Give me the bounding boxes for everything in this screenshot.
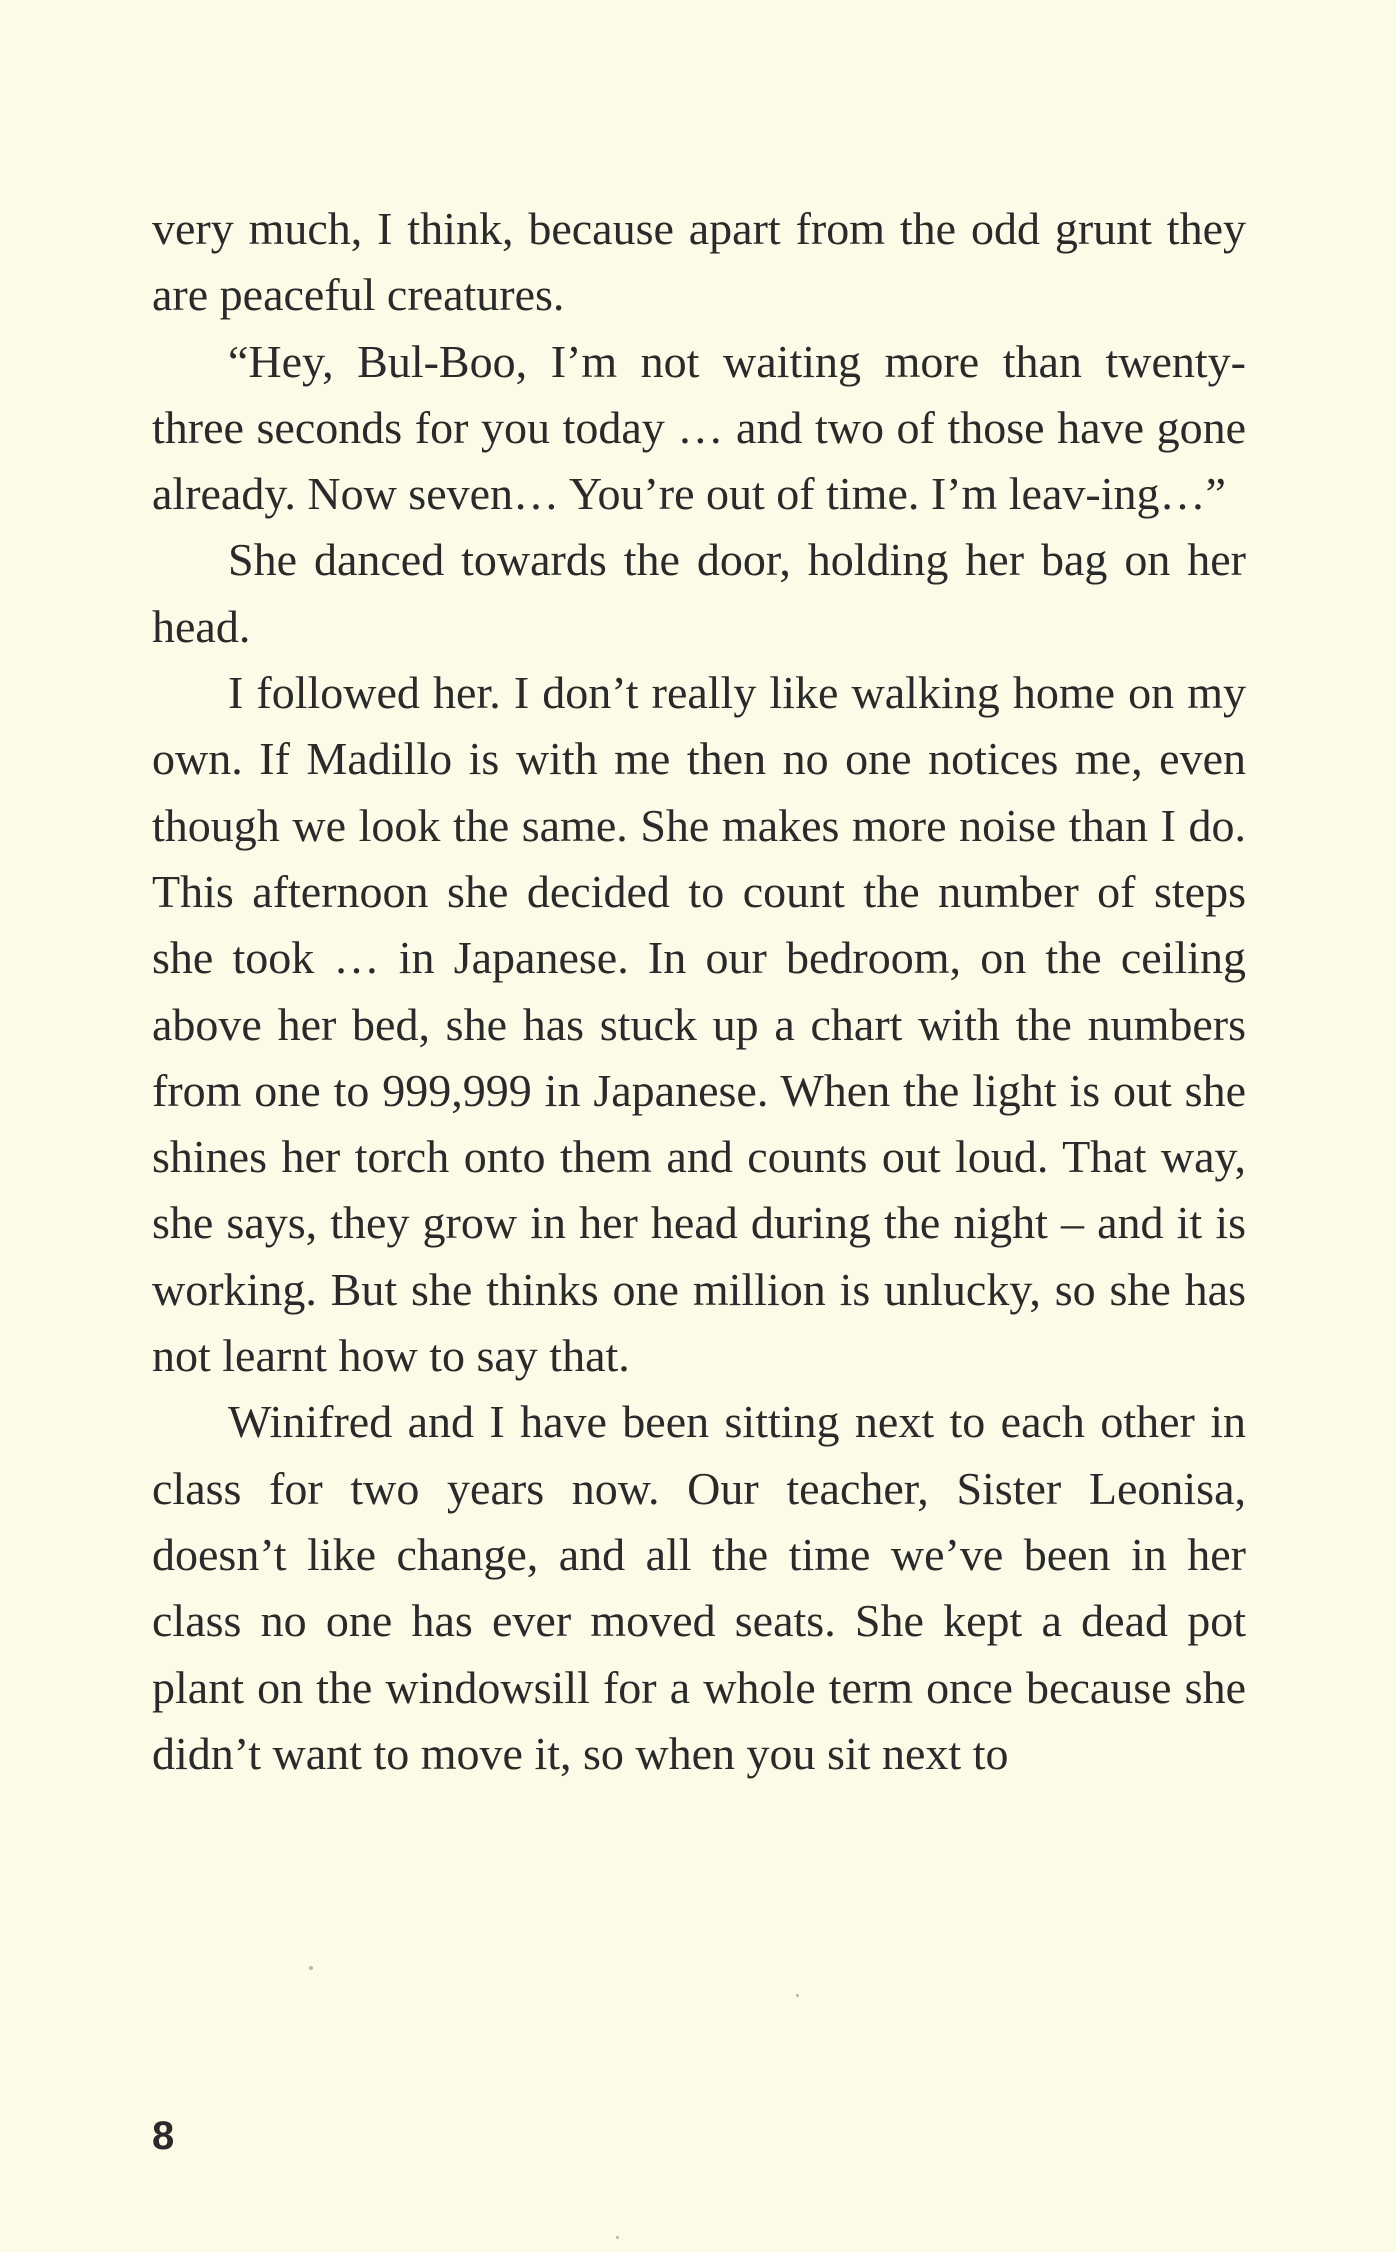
paragraph-2: “Hey, Bul-Boo, I’m not waiting more than twenty-three seconds for you today … and two of those have gone already. Now seven… You’re out of time. I’m leav-ing…” bbox=[152, 335, 1246, 520]
paper-speck bbox=[616, 2236, 619, 2239]
paragraph-5: Winifred and I have been sitting next to each other in class for two years now. Our teacher, Sister Leonisa, doesn’t like change, and all the time we’ve been in her class no one has ever moved seats. She kept a dead pot plant on the windowsill for a whole term once because she didn’t want to move it, so when you sit next to bbox=[152, 1396, 1246, 1779]
paragraph-1: very much, I think, because apart from the odd grunt they are peaceful creatures. bbox=[152, 203, 1246, 321]
paragraph-3: She danced towards the door, holding her bag on her head. bbox=[152, 534, 1246, 652]
paragraph-4: I followed her. I don’t really like walking home on my own. If Madillo is with me then no one notices me, even though we look the same. She makes more noise than I do. This afternoon she decided to count the number of steps she took … in Japanese. In our bedroom, on the ceiling above her bed, she has stuck up a chart with the numbers from one to 999,999 in Japanese. When the light is out she shines her torch onto them and counts out loud. That way, she says, they grow in her head during the night – and it is working. But she thinks one million is unlucky, so she has not learnt how to say that. bbox=[152, 667, 1246, 1382]
paper-speck bbox=[309, 1966, 313, 1970]
page-number: 8 bbox=[152, 2114, 175, 2158]
body-text bbox=[152, 196, 1246, 1787]
paper-speck bbox=[796, 1994, 799, 1997]
